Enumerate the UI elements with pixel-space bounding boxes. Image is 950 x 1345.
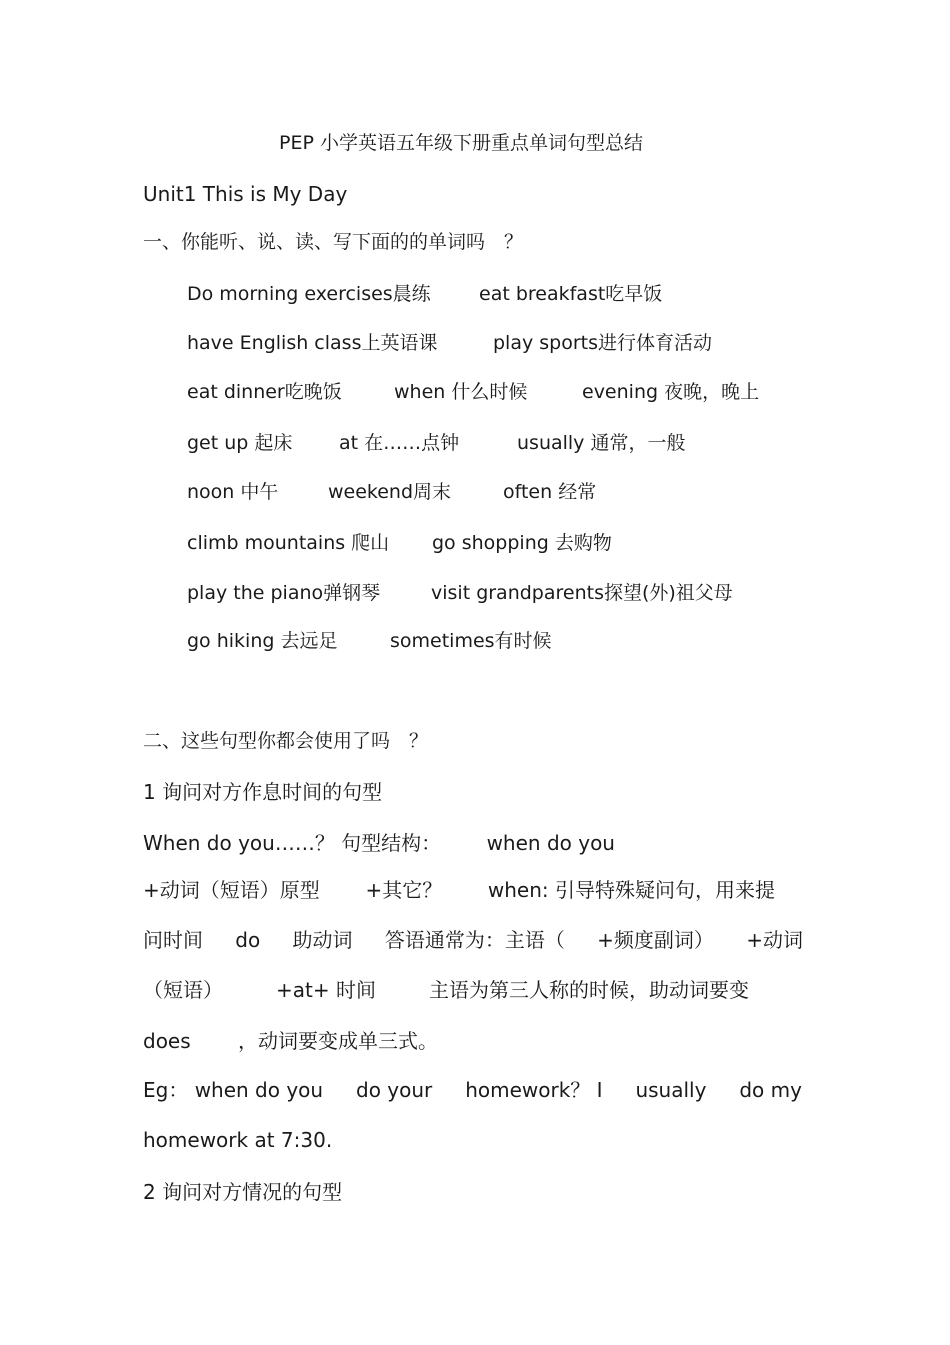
text-segment: +其它？: [365, 878, 443, 902]
text-segment: do my: [739, 1078, 802, 1102]
text-segment: When do you……？ 句型结构：: [143, 831, 442, 855]
vocab-item: weekend周末: [328, 481, 452, 503]
text-segment: usually: [635, 1078, 707, 1102]
text-segment: 助动词: [292, 928, 353, 952]
paragraph-line: [143, 928, 803, 952]
text-segment: 主语为第三人称的时候，助动词要变: [428, 978, 749, 1002]
vocab-item: get up 起床: [187, 432, 293, 454]
text-segment: +频度副词）: [597, 928, 714, 952]
document-title: PEP 小学英语五年级下册重点单词句型总结: [279, 132, 643, 154]
vocab-item: evening 夜晚，晚上: [582, 381, 760, 403]
paragraph-line: [143, 1078, 802, 1102]
text-segment: when do you: [486, 831, 615, 855]
text-segment: does: [143, 1029, 191, 1053]
text-segment: homework？ I: [465, 1078, 603, 1102]
paragraph-line: [143, 1029, 438, 1053]
vocab-item: have English class上英语课: [187, 332, 438, 354]
text-segment: +at+ 时间: [276, 978, 376, 1002]
text-segment: do: [235, 928, 261, 952]
vocab-item: Do morning exercises晨练: [187, 283, 431, 305]
vocab-item: usually 通常，一般: [517, 432, 686, 454]
text-segment: 答语通常为：主语（: [384, 928, 565, 952]
text-segment: （短语）: [143, 978, 223, 1002]
text-segment: when: 引导特殊疑问句，用来提: [487, 878, 775, 902]
vocab-item: climb mountains 爬山: [187, 532, 390, 554]
vocab-item: go shopping 去购物: [432, 532, 612, 554]
paragraph-line: [143, 978, 749, 1002]
item-1-heading: 1 询问对方作息时间的句型: [143, 780, 383, 804]
text-segment: +动词: [746, 928, 803, 952]
text-segment: +动词（短语）原型: [143, 878, 320, 902]
vocab-item: sometimes有时候: [390, 630, 552, 652]
section-1-heading: 一、你能听、说、读、写下面的的单词吗 ？: [143, 231, 524, 253]
vocab-item: eat dinner吃晚饭: [187, 381, 342, 403]
vocab-item: eat breakfast吃早饭: [479, 283, 663, 305]
text-segment: do your: [356, 1078, 433, 1102]
vocab-item: visit grandparents探望(外)祖父母: [431, 582, 733, 604]
paragraph-line: [143, 1128, 808, 1152]
vocab-item: go hiking 去远足: [187, 630, 338, 652]
vocab-item: play sports进行体育活动: [493, 332, 713, 354]
text-segment: ，动词要变成单三式。: [238, 1029, 438, 1053]
text-segment: Eg： when do you: [143, 1078, 324, 1102]
vocab-item: noon 中午: [187, 481, 279, 503]
vocab-item: play the piano弹钢琴: [187, 582, 381, 604]
vocab-item: when 什么时候: [394, 381, 528, 403]
paragraph-line: [143, 831, 615, 855]
section-2-heading: 二、这些句型你都会使用了吗 ？: [143, 730, 429, 752]
unit-heading: Unit1 This is My Day: [143, 182, 348, 206]
text-segment: homework at 7:30.: [143, 1128, 333, 1152]
vocab-item: often 经常: [503, 481, 597, 503]
paragraph-line: [143, 878, 775, 902]
text-segment: 问时间: [143, 928, 203, 952]
item-2-heading: 2 询问对方情况的句型: [143, 1180, 343, 1204]
vocab-item: at 在……点钟: [339, 432, 460, 454]
